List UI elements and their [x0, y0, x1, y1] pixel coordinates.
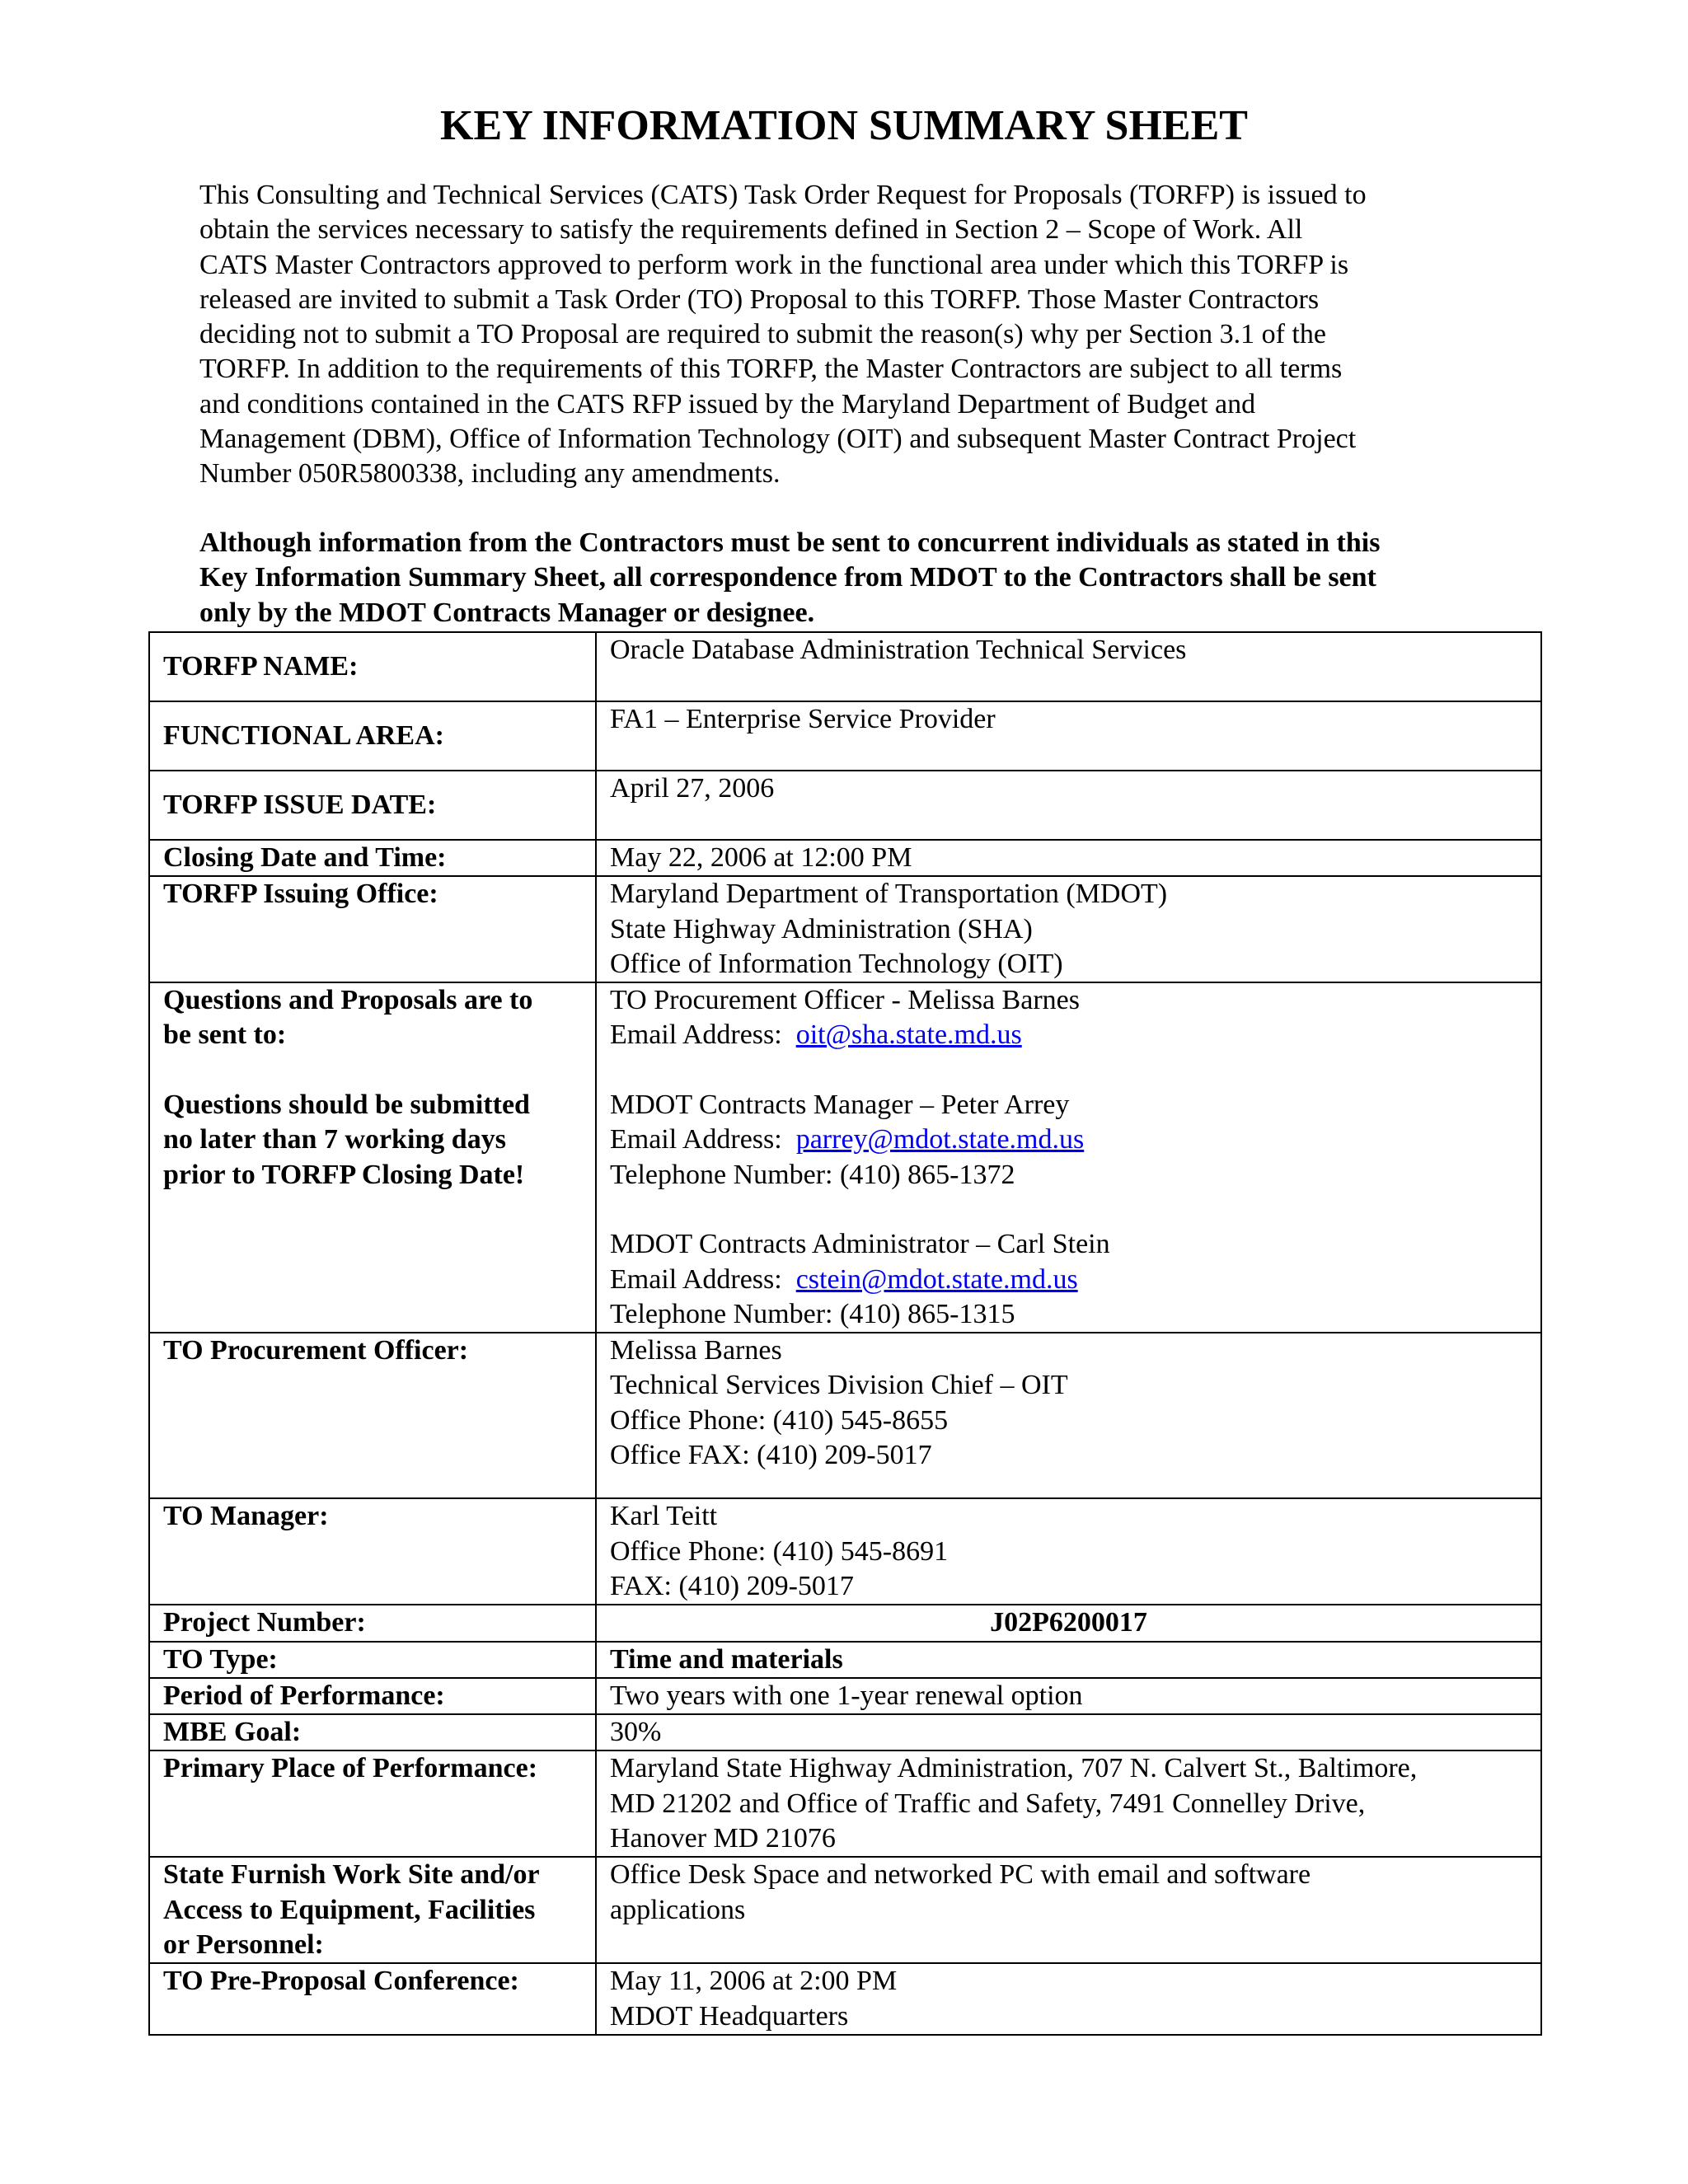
procurement-officer-contact: TO Procurement Officer - Melissa Barnes — [610, 985, 1080, 1016]
table-row-project-number — [149, 1605, 1541, 1641]
to-type-value: Time and materials — [596, 1642, 1541, 1678]
table-row-period — [149, 1678, 1541, 1714]
furnish-label-line: Access to Equipment, Facilities — [163, 1894, 536, 1925]
manager-line: FAX: (410) 209-5017 — [610, 1570, 854, 1601]
manager-phone: Telephone Number: (410) 865-1372 — [610, 1159, 1015, 1190]
officer-email-link[interactable]: oit@sha.state.md.us — [795, 1019, 1022, 1051]
questions-note-line: no later than 7 working days — [163, 1124, 506, 1155]
issue-date-value: April 27, 2006 — [596, 771, 1541, 840]
table-row-furnish — [149, 1857, 1541, 1963]
questions-label — [149, 982, 596, 1333]
manager-value — [596, 1498, 1541, 1605]
questions-label-line: be sent to: — [163, 1019, 287, 1051]
manager-label: TO Manager: — [149, 1498, 596, 1605]
conference-line: May 11, 2006 at 2:00 PM — [610, 1966, 898, 1997]
intro-paragraph — [199, 178, 1518, 492]
notice-line: only by the MDOT Contracts Manager or designee. — [199, 597, 815, 628]
table-row-issue-date — [149, 771, 1541, 840]
place-line: Maryland State Highway Administration, 707 N. Calvert St., Baltimore, — [610, 1753, 1418, 1784]
closing-value: May 22, 2006 at 12:00 PM — [596, 840, 1541, 876]
procurement-officer-line: Technical Services Division Chief – OIT — [610, 1370, 1068, 1401]
furnish-line: applications — [610, 1894, 746, 1925]
manager-line: Karl Teitt — [610, 1501, 718, 1532]
email-label: Email Address: — [610, 1124, 782, 1155]
questions-note-line: prior to TORFP Closing Date! — [163, 1159, 525, 1190]
furnish-label-line: State Furnish Work Site and/or — [163, 1859, 540, 1891]
email-label: Email Address: — [610, 1019, 782, 1051]
issuing-office-line: State Highway Administration (SHA) — [610, 913, 1033, 944]
intro-line: and conditions contained in the CATS RFP issued by the Maryland Department of Budget and — [199, 388, 1256, 419]
period-label: Period of Performance: — [149, 1678, 596, 1714]
notice-line: Although information from the Contractors must be sent to concurrent individuals as stated in this — [199, 527, 1381, 558]
table-row-place — [149, 1750, 1541, 1857]
functional-area-value: FA1 – Enterprise Service Provider — [596, 701, 1541, 771]
issuing-office-label: TORFP Issuing Office: — [149, 876, 596, 982]
table-row-questions — [149, 982, 1541, 1333]
notice-paragraph — [199, 526, 1518, 630]
procurement-officer-line: Office Phone: (410) 545-8655 — [610, 1404, 949, 1436]
mbe-label: MBE Goal: — [149, 1714, 596, 1750]
intro-line: CATS Master Contractors approved to perform work in the functional area under which this TORFP is — [199, 249, 1349, 280]
table-row-conference — [149, 1963, 1541, 2035]
table-row-closing — [149, 840, 1541, 876]
table-row-functional-area — [149, 701, 1541, 771]
intro-line: released are invited to submit a Task Order (TO) Proposal to this TORFP. Those Master Contractors — [199, 284, 1320, 315]
closing-label: Closing Date and Time: — [149, 840, 596, 876]
intro-line: deciding not to submit a TO Proposal are required to submit the reason(s) why per Section 3.1 of the — [199, 319, 1326, 350]
contracts-manager-contact: MDOT Contracts Manager – Peter Arrey — [610, 1090, 1070, 1121]
procurement-officer-label: TO Procurement Officer: — [149, 1333, 596, 1498]
issuing-office-value — [596, 876, 1541, 982]
page-title: KEY INFORMATION SUMMARY SHEET — [440, 102, 1248, 149]
conference-value — [596, 1963, 1541, 2035]
conference-label: TO Pre-Proposal Conference: — [149, 1963, 596, 2035]
place-label: Primary Place of Performance: — [149, 1750, 596, 1857]
issuing-office-line: Office of Information Technology (OIT) — [610, 948, 1063, 979]
notice-line: Key Information Summary Sheet, all correspondence from MDOT to the Contractors shall be sent — [199, 562, 1376, 593]
place-value — [596, 1750, 1541, 1857]
table-row-manager — [149, 1498, 1541, 1605]
period-value: Two years with one 1-year renewal option — [596, 1678, 1541, 1714]
procurement-officer-value — [596, 1333, 1541, 1498]
torfp-name-label: TORFP NAME: — [149, 632, 596, 701]
table-row-issuing-office — [149, 876, 1541, 982]
key-information-table — [148, 631, 1542, 2036]
email-label: Email Address: — [610, 1263, 782, 1295]
questions-label-line: Questions and Proposals are to — [163, 985, 533, 1016]
mbe-value: 30% — [596, 1714, 1541, 1750]
questions-note-line: Questions should be submitted — [163, 1090, 530, 1121]
questions-value — [596, 982, 1541, 1333]
furnish-value — [596, 1857, 1541, 1963]
admin-phone: Telephone Number: (410) 865-1315 — [610, 1298, 1015, 1329]
manager-email-link[interactable]: parrey@mdot.state.md.us — [795, 1124, 1085, 1155]
place-line: MD 21202 and Office of Traffic and Safety, 7491 Connelley Drive, — [610, 1788, 1366, 1819]
furnish-label — [149, 1857, 596, 1963]
intro-line: This Consulting and Technical Services (CATS) Task Order Request for Proposals (TORFP) is issued to — [199, 180, 1367, 210]
table-row-procurement-officer — [149, 1333, 1541, 1498]
project-number-value: J02P6200017 — [596, 1605, 1541, 1641]
table-row-torfp-name — [149, 632, 1541, 701]
issue-date-label: TORFP ISSUE DATE: — [149, 771, 596, 840]
manager-line: Office Phone: (410) 545-8691 — [610, 1535, 949, 1567]
torfp-name-value: Oracle Database Administration Technical Services — [596, 632, 1541, 701]
place-line: Hanover MD 21076 — [610, 1823, 836, 1854]
procurement-officer-line: Melissa Barnes — [610, 1335, 782, 1366]
intro-line: Number 050R5800338, including any amendments. — [199, 458, 781, 490]
issuing-office-line: Maryland Department of Transportation (MDOT) — [610, 879, 1168, 910]
conference-line: MDOT Headquarters — [610, 2000, 849, 2032]
to-type-label: TO Type: — [149, 1642, 596, 1678]
functional-area-label: FUNCTIONAL AREA: — [149, 701, 596, 771]
furnish-label-line: or Personnel: — [163, 1929, 324, 1960]
intro-line: Management (DBM), Office of Information Technology (OIT) and subsequent Master Contract Project — [199, 424, 1357, 455]
table-row-mbe — [149, 1714, 1541, 1750]
table-row-to-type — [149, 1642, 1541, 1678]
intro-line: obtain the services necessary to satisfy the requirements defined in Section 2 – Scope of Work. All — [199, 214, 1303, 246]
intro-line: TORFP. In addition to the requirements of this TORFP, the Master Contractors are subject to all terms — [199, 354, 1343, 385]
admin-email-link[interactable]: cstein@mdot.state.md.us — [795, 1263, 1078, 1295]
project-number-label: Project Number: — [149, 1605, 596, 1641]
furnish-line: Office Desk Space and networked PC with email and software — [610, 1859, 1311, 1891]
contracts-administrator-contact: MDOT Contracts Administrator – Carl Stein — [610, 1229, 1110, 1260]
procurement-officer-line: Office FAX: (410) 209-5017 — [610, 1440, 932, 1471]
